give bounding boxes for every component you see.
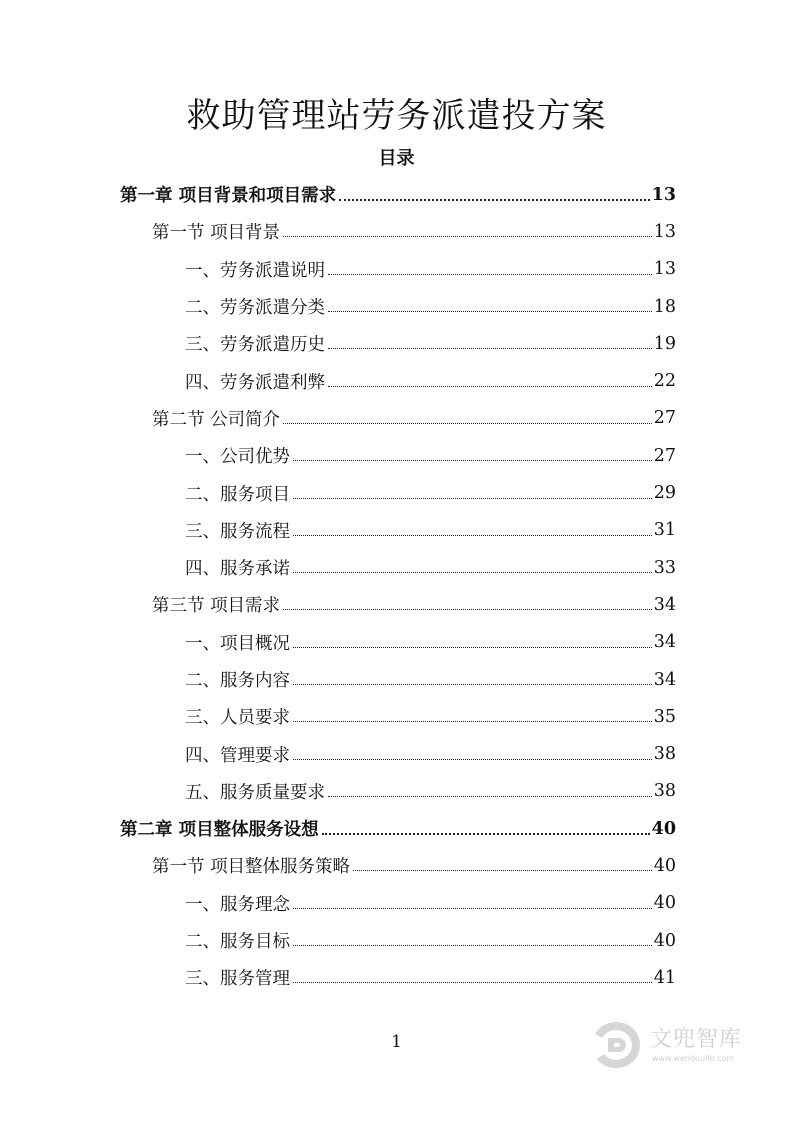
page-number: 1 (391, 1032, 402, 1052)
toc-entry-label: 第一章 项目背景和项目需求 (120, 186, 337, 207)
toc-entry-page: 40 (653, 893, 676, 914)
toc-entry-page: 33 (653, 557, 676, 578)
toc-heading: 目录 (378, 148, 415, 169)
toc-entry-label: 一、服务理念 (185, 894, 290, 915)
toc-entry (120, 735, 676, 772)
toc-entry-page: 41 (653, 967, 676, 988)
toc-dot-leader (328, 796, 652, 797)
toc-entry-page: 35 (653, 706, 676, 727)
toc-entry-page: 40 (653, 855, 676, 876)
toc-entry (120, 549, 676, 586)
toc-entry-label: 第二章 项目整体服务设想 (120, 820, 319, 841)
watermark (588, 1018, 758, 1072)
toc-entry (120, 251, 676, 288)
toc-entry-page: 40 (653, 930, 676, 951)
toc-dot-leader (293, 572, 652, 573)
toc-entry-label: 二、劳务派遣分类 (185, 298, 325, 319)
toc-entry (120, 474, 676, 511)
toc-entry (120, 698, 676, 735)
table-of-contents (120, 176, 676, 997)
toc-entry-label: 四、管理要求 (185, 745, 290, 766)
toc-dot-leader (328, 311, 652, 312)
toc-entry-label: 四、劳务派遣利弊 (185, 372, 325, 393)
toc-entry (120, 213, 676, 250)
toc-entry-page: 13 (651, 184, 676, 205)
toc-entry-label: 三、服务管理 (185, 969, 290, 990)
toc-entry-page: 34 (653, 594, 676, 615)
document-title: 救助管理站劳务派遣投方案 (186, 96, 607, 136)
toc-entry (120, 512, 676, 549)
toc-entry (120, 586, 676, 623)
toc-entry (120, 885, 676, 922)
toc-entry-page: 34 (653, 632, 676, 653)
toc-dot-leader (293, 908, 652, 909)
toc-dot-leader (293, 721, 652, 722)
toc-entry-label: 三、服务流程 (185, 521, 290, 542)
toc-entry-label: 第一节 项目背景 (152, 223, 281, 244)
toc-entry (120, 661, 676, 698)
toc-entry-label: 二、服务目标 (185, 932, 290, 953)
toc-entry (120, 362, 676, 399)
toc-entry-page: 31 (653, 520, 676, 541)
toc-dot-leader (293, 945, 652, 946)
toc-entry (120, 959, 676, 996)
toc-entry (120, 624, 676, 661)
toc-dot-leader (283, 609, 652, 610)
toc-entry-label: 第一节 项目整体服务策略 (152, 857, 351, 878)
toc-entry (120, 847, 676, 884)
toc-entry (120, 810, 676, 847)
toc-dot-leader (322, 833, 650, 835)
toc-entry-label: 一、项目概况 (185, 633, 290, 654)
toc-dot-leader (328, 274, 652, 275)
toc-entry (120, 922, 676, 959)
toc-dot-leader (283, 423, 652, 424)
toc-dot-leader (283, 236, 652, 237)
toc-dot-leader (328, 386, 652, 387)
wendou-logo-icon (588, 1018, 644, 1072)
toc-dot-leader (293, 460, 652, 461)
toc-entry-label: 二、服务内容 (185, 671, 290, 691)
toc-entry-page: 34 (653, 669, 676, 690)
toc-entry-label: 一、劳务派遣说明 (185, 260, 325, 281)
toc-entry-label: 一、公司优势 (185, 447, 290, 468)
toc-entry (120, 176, 676, 213)
toc-dot-leader (293, 759, 652, 760)
toc-entry-label: 三、劳务派遣历史 (185, 335, 325, 356)
toc-entry-label: 三、人员要求 (185, 708, 290, 729)
toc-entry (120, 437, 676, 474)
toc-entry-page: 19 (653, 333, 676, 354)
toc-entry-label: 二、服务项目 (185, 484, 290, 505)
toc-entry-page: 38 (653, 781, 676, 802)
toc-entry-label: 四、服务承诺 (185, 559, 290, 580)
toc-entry-page: 27 (653, 408, 676, 429)
toc-entry-label: 第三节 项目需求 (152, 596, 281, 617)
toc-entry-page: 18 (653, 296, 676, 317)
toc-dot-leader (293, 982, 652, 983)
toc-entry-page: 13 (653, 259, 676, 280)
toc-entry (120, 400, 676, 437)
toc-entry-page: 29 (653, 483, 676, 504)
toc-dot-leader (328, 348, 652, 349)
toc-entry-page: 38 (653, 744, 676, 765)
toc-dot-leader (339, 199, 650, 201)
toc-entry-page: 27 (653, 445, 676, 466)
toc-entry (120, 773, 676, 810)
toc-entry-label: 五、服务质量要求 (185, 782, 325, 803)
watermark-url: www.wendoulib.com (652, 1054, 735, 1063)
toc-entry-page: 22 (653, 371, 676, 392)
toc-dot-leader (293, 535, 652, 536)
toc-dot-leader (293, 498, 652, 499)
toc-entry-label: 第二节 公司简介 (152, 409, 281, 430)
toc-entry-page: 40 (651, 818, 676, 839)
toc-dot-leader (353, 870, 652, 871)
toc-dot-leader (293, 647, 652, 648)
toc-entry-page: 13 (653, 221, 676, 242)
toc-entry (120, 288, 676, 325)
toc-dot-leader (293, 684, 652, 685)
toc-entry (120, 325, 676, 362)
watermark-text: 文兜智库 (650, 1027, 743, 1052)
